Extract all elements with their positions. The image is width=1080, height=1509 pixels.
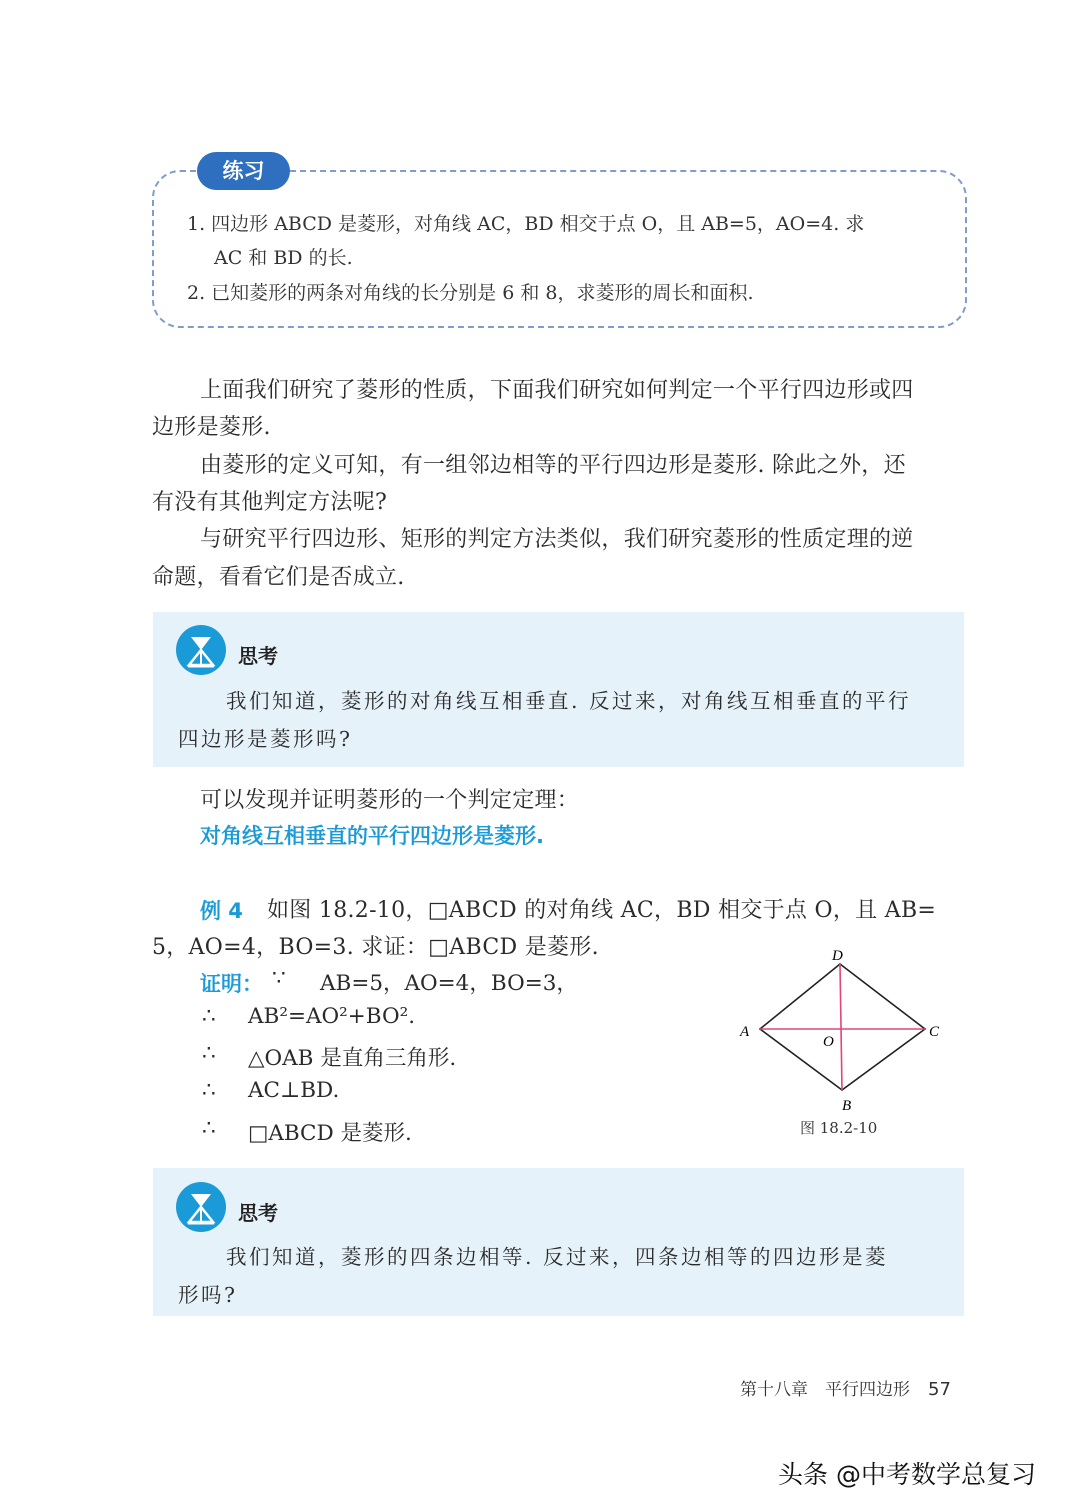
label-o: O bbox=[823, 1034, 834, 1050]
think-title-1: 思考 bbox=[238, 644, 278, 668]
paragraph-3: 与研究平行四边形、矩形的判定方法类似，我们研究菱形的性质定理的逆 bbox=[200, 527, 914, 552]
paragraph-1-cont: 边形是菱形. bbox=[152, 415, 271, 440]
proof-step-given: AB=5，AO=4，BO=3， bbox=[320, 971, 578, 996]
proof-step-2: △OAB 是直角三角形. bbox=[248, 1046, 457, 1071]
thinking-hourglass-icon bbox=[176, 1182, 226, 1232]
think-title-2: 思考 bbox=[238, 1201, 278, 1225]
because-symbol: ∵ bbox=[272, 966, 286, 991]
paragraph-2: 由菱形的定义可知，有一组邻边相等的平行四边形是菱形. 除此之外，还 bbox=[200, 453, 906, 478]
watermark-text: 头条 @中考数学总复习 bbox=[778, 1460, 1036, 1489]
proof-label: 证明： bbox=[200, 972, 263, 996]
page-footer bbox=[740, 1375, 951, 1400]
practice-item-1: 1. 四边形 ABCD 是菱形，对角线 AC，BD 相交于点 O，且 AB=5，AO=4. 求 bbox=[187, 213, 865, 235]
proof-step-3: AC⊥BD. bbox=[248, 1078, 340, 1103]
figure-caption: 图 18.2-10 bbox=[800, 1119, 878, 1137]
label-d: D bbox=[832, 948, 843, 964]
paragraph-1: 上面我们研究了菱形的性质，下面我们研究如何判定一个平行四边形或四 bbox=[200, 378, 914, 403]
therefore-symbol: ∴ bbox=[202, 1041, 216, 1066]
therefore-symbol: ∴ bbox=[202, 1004, 216, 1029]
theorem-intro: 可以发现并证明菱形的一个判定定理： bbox=[200, 788, 580, 813]
therefore-symbol: ∴ bbox=[202, 1078, 216, 1103]
think-text-1: 我们知道，菱形的对角线互相垂直. 反过来，对角线互相垂直的平行 bbox=[226, 689, 912, 713]
practice-tab: 练习 bbox=[197, 152, 290, 190]
think-text-2-cont: 形吗? bbox=[178, 1283, 238, 1307]
example-line-2: 5，AO=4，BO=3. 求证：□ABCD 是菱形. bbox=[152, 935, 599, 960]
proof-step-4: □ABCD 是菱形. bbox=[248, 1121, 412, 1146]
diagonal-bd bbox=[840, 964, 842, 1090]
chapter-title: 第十八章 平行四边形 bbox=[740, 1380, 910, 1400]
practice-item-2: 2. 已知菱形的两条对角线的长分别是 6 和 8，求菱形的周长和面积. bbox=[187, 282, 754, 304]
label-a: A bbox=[740, 1024, 750, 1040]
think-text-2: 我们知道，菱形的四条边相等. 反过来，四条边相等的四边形是菱 bbox=[226, 1245, 889, 1269]
page-number: 57 bbox=[928, 1379, 951, 1400]
label-b: B bbox=[842, 1098, 852, 1114]
think-text-1-cont: 四边形是菱形吗? bbox=[178, 727, 353, 751]
proof-step-1: AB²=AO²+BO². bbox=[248, 1004, 416, 1029]
paragraph-3-cont: 命题，看看它们是否成立. bbox=[152, 565, 405, 590]
thinking-hourglass-icon bbox=[176, 625, 226, 675]
example-line-1: 如图 18.2-10，□ABCD 的对角线 AC，BD 相交于点 O，且 AB= bbox=[267, 898, 937, 923]
practice-item-1-cont: AC 和 BD 的长. bbox=[214, 247, 353, 269]
rhombus-figure bbox=[730, 942, 950, 1117]
therefore-symbol: ∴ bbox=[202, 1116, 216, 1141]
label-c: C bbox=[929, 1024, 940, 1040]
example-label: 例 4 bbox=[200, 899, 243, 923]
paragraph-2-cont: 有没有其他判定方法呢? bbox=[152, 490, 388, 515]
theorem-statement: 对角线互相垂直的平行四边形是菱形. bbox=[200, 824, 544, 848]
